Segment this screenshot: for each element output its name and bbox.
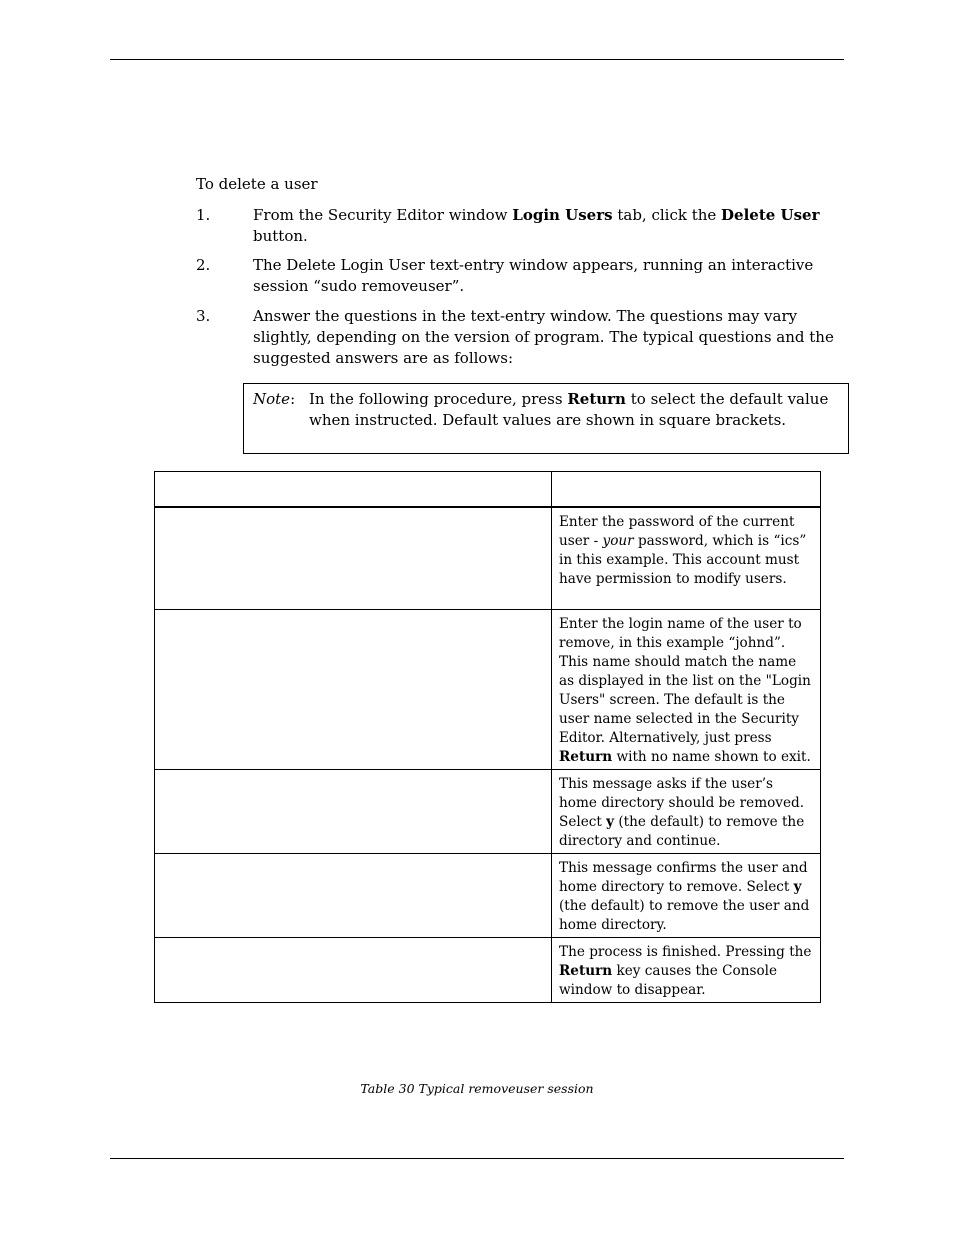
table-header-cell — [552, 472, 821, 508]
description-cell: The process is finished. Pressing the Return key causes the Console window to disappear. — [552, 938, 821, 1003]
description-cell: Enter the login name of the user to remove, in this example “johnd”. This name should match the name as displayed in the list on the "Login Users" screen. The default is the user name selected in the Security Editor. Alternatively, just press Return with no name shown to exit. — [552, 610, 821, 770]
table-caption: Table 30 Typical removeuser session — [360, 1081, 594, 1096]
login-users-tab-ref: Login Users — [512, 206, 613, 224]
footer-rule — [110, 1158, 844, 1159]
prompt-cell — [155, 610, 552, 770]
prompt-cell — [155, 854, 552, 938]
prompt-cell — [155, 938, 552, 1003]
note-label: Note: — [253, 390, 296, 408]
note-box — [243, 383, 849, 454]
removeuser-session-table — [154, 471, 821, 1003]
table-row — [155, 854, 821, 938]
description-cell: This message confirms the user and home directory to remove. Select y (the default) to remove the user and home directory. — [552, 854, 821, 938]
prompt-cell — [155, 770, 552, 854]
step-number: 3. — [196, 307, 211, 325]
table-row — [155, 610, 821, 770]
table-header-cell — [155, 472, 552, 508]
delete-user-button-ref: Delete User — [721, 206, 820, 224]
step-text: The Delete Login User text-entry window appears, running an interactive session “sudo removeuser”. — [253, 256, 814, 295]
table-row — [155, 938, 821, 1003]
table-row — [155, 507, 821, 610]
intro-text: To delete a user — [196, 175, 318, 193]
prompt-cell — [155, 507, 552, 610]
step-number: 2. — [196, 256, 211, 274]
step-text: From the Security Editor window Login Users tab, click the Delete User button. — [253, 206, 820, 245]
note-text: In the following procedure, press Return to select the default value when instructed. Default values are shown in square brackets. — [309, 390, 829, 429]
description-cell: Enter the password of the current user - your password, which is “ics” in this example. This account must have permission to modify users. — [552, 507, 821, 610]
step-text: Answer the questions in the text-entry window. The questions may vary slightly, depending on the version of program. The typical questions and the suggested answers are as follows: — [253, 307, 834, 367]
header-rule — [110, 59, 844, 60]
description-cell: This message asks if the user’s home directory should be removed. Select y (the default) to remove the directory and continue. — [552, 770, 821, 854]
table-header-row — [155, 472, 821, 508]
step-number: 1. — [196, 206, 211, 224]
table-row — [155, 770, 821, 854]
